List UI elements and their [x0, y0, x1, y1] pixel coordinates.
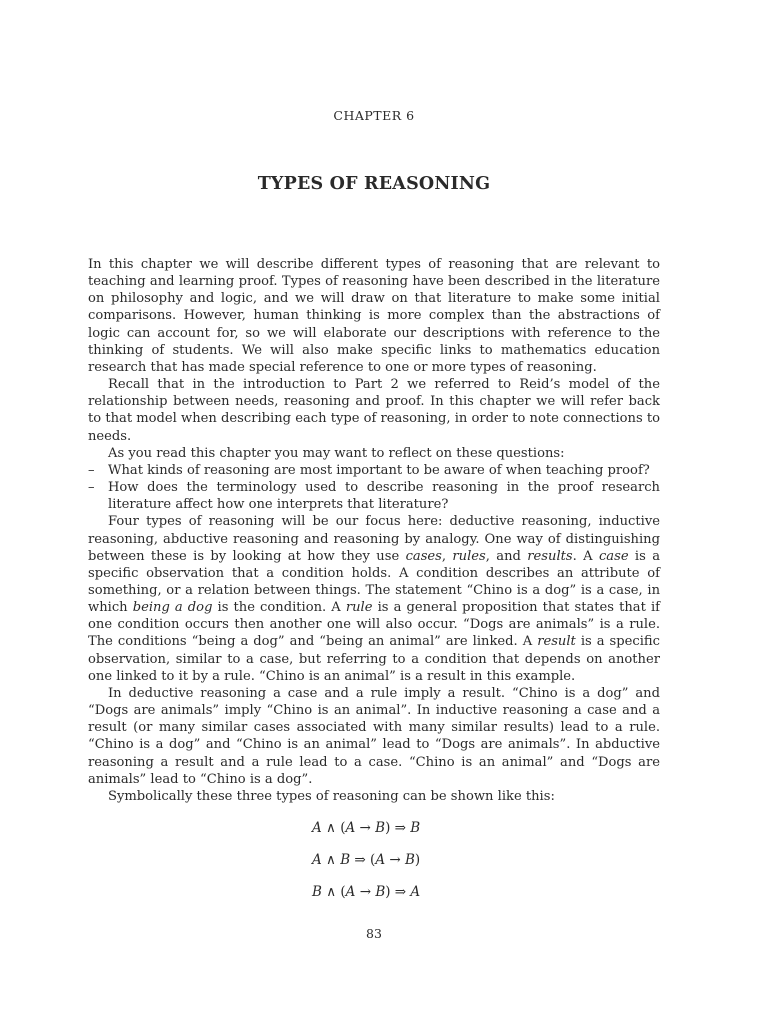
operator: ): [414, 852, 421, 868]
text-run: is a specific observation that a condition holds. A condition describes an attribute of something, or a relation between things. The statement “Chino is a dog” is a case, in which: [88, 548, 661, 616]
paragraph-questions-intro: As you read this chapter you may want to reflect on these questions:: [108, 445, 565, 461]
dash-marker: –: [88, 480, 95, 496]
operator: ) ⇒: [385, 820, 411, 836]
symbol: A: [375, 852, 386, 868]
paragraph-reid-model: Recall that in the introduction to Part 2 we referred to Reid’s model of the relationship between needs, reasoning and proof. In this chapter we will refer back to that model when describing each type of reasoning, in order to note connections to needs.: [88, 377, 660, 444]
operator: ) ⇒: [385, 884, 411, 900]
term-case: case: [598, 548, 629, 564]
paragraph-four-types: [88, 513, 660, 685]
chapter-label: CHAPTER 6: [333, 108, 415, 123]
question-text: What kinds of reasoning are most important to be aware of when teaching proof?: [108, 462, 650, 478]
term-cases: cases: [405, 548, 442, 564]
body-text: [88, 256, 660, 805]
term-rules: rules: [452, 548, 486, 564]
term-being-a-dog: being a dog: [132, 600, 213, 616]
operator: ∧ (: [321, 820, 346, 836]
formula-deductive: [312, 820, 420, 836]
formula-inductive: [312, 852, 420, 868]
operator: ∧: [321, 852, 341, 868]
paragraph-symbolic-intro: Symbolically these three types of reasoning can be shown like this:: [108, 788, 555, 804]
operator: →: [355, 884, 376, 900]
text-run: , and: [485, 548, 528, 564]
paragraph-intro: In this chapter we will describe different types of reasoning that are relevant to teaching and learning proof. Types of reasoning have been described in the literature on philosophy and logic, and we will draw on that literature to make some initial comparisons. However, human thinking is more complex than the abstractions of logic can account for, so we will elaborate our descriptions with reference to the thinking of students. We will also make specific links to mathematics education research that has made special reference to one or more types of reasoning.: [88, 257, 660, 375]
symbol: A: [312, 820, 322, 836]
operator: ∧ (: [321, 884, 346, 900]
text-run: is a specific observation, similar to a case, but referring to a condition that depends on another one linked to it by a rule. “Chino is an animal” is a result in this example.: [88, 634, 660, 684]
term-result: result: [537, 634, 576, 650]
list-item: [88, 462, 660, 479]
term-results: results: [527, 548, 573, 564]
operator: →: [385, 852, 405, 868]
text-run: Four types of reasoning will be our focus here: deductive reasoning, inductive reasoning, abductive reasoning and reasoning by analogy. One way of distinguishing between these is by looking at how they use: [88, 514, 660, 564]
text-run: ,: [441, 548, 453, 564]
paragraph-reasoning-examples: In deductive reasoning a case and a rule imply a result. “Chino is a dog” and “Dogs are animals” imply “Chino is an animal”. In inductive reasoning a case and a result (or many similar cases associated with many similar results) lead to a rule. “Chino is a dog” and “Chino is an animal” lead to “Dogs are animals”. In abductive reasoning a result and a rule lead to a case. “Chino is an animal” and “Dogs are animals” lead to “Chino is a dog”.: [88, 685, 660, 787]
text-run: is the condition. A: [212, 600, 346, 616]
symbol: A: [345, 884, 356, 900]
question-list: [88, 462, 660, 513]
symbol: B: [410, 820, 421, 836]
symbol: B: [312, 884, 322, 900]
symbol: B: [375, 820, 386, 836]
operator: →: [355, 820, 376, 836]
operator: ⇒ (: [350, 852, 376, 868]
term-rule: rule: [345, 600, 373, 616]
dash-marker: –: [88, 462, 95, 478]
text-run: is a general proposition that states that if one condition occurs then another one will also occur. “Dogs are animals” is a rule. The conditions “being a dog” and “being an animal” are linked. A: [88, 600, 660, 650]
symbol: B: [375, 884, 386, 900]
symbol: B: [340, 852, 351, 868]
symbol: A: [345, 820, 356, 836]
text-run: . A: [572, 548, 599, 564]
symbol: A: [312, 852, 322, 868]
chapter-title: TYPES OF REASONING: [257, 174, 491, 194]
symbol: A: [410, 884, 421, 900]
list-item: [88, 479, 660, 513]
page-number: 83: [366, 926, 382, 941]
formula-abductive: [312, 884, 420, 900]
symbol: B: [404, 852, 415, 868]
question-text: How does the terminology used to describe reasoning in the proof research literature affect how one interprets that literature?: [108, 480, 660, 513]
